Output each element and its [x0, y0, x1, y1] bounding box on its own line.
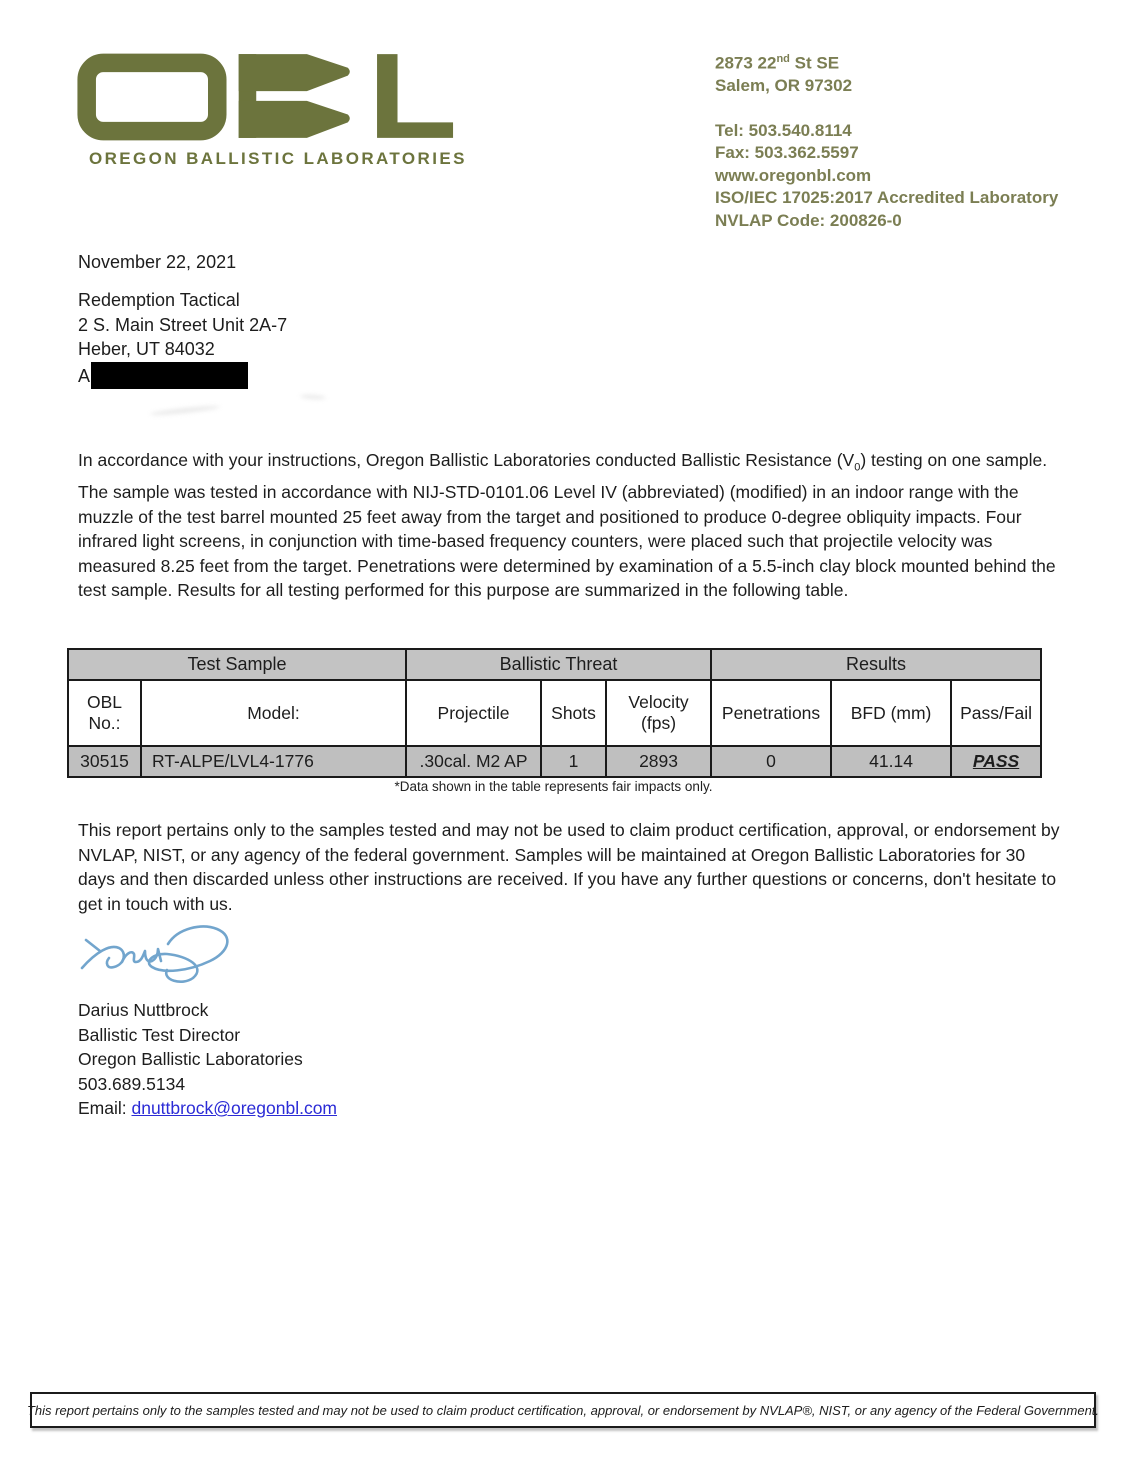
- cell-projectile: .30cal. M2 AP: [406, 746, 541, 777]
- signature-block: [78, 998, 337, 1121]
- col-header-velocity: Velocity (fps): [606, 680, 711, 746]
- cell-obl-no: 30515: [68, 746, 141, 777]
- signer-company: Oregon Ballistic Laboratories: [78, 1049, 303, 1069]
- footer-disclaimer-text: This report pertains only to the samples tested and may not be used to claim product certification, approval, or endorsement by NVLAP®, NIST, or any agency of the Federal Government.: [26, 1402, 1100, 1418]
- lab-fax: Fax: 503.362.5597: [715, 143, 859, 163]
- col-header-penetrations: Penetrations: [711, 680, 831, 746]
- lab-website: www.oregonbl.com: [715, 165, 872, 185]
- email-link[interactable]: dnuttbrock@oregonbl.com: [131, 1098, 337, 1118]
- table-footnote: *Data shown in the table represents fair impacts only.: [394, 779, 713, 794]
- logo-wordmark: OREGON BALLISTIC LABORATORIES: [89, 149, 467, 168]
- signer-email-line: Email: dnuttbrock@oregonbl.com: [78, 1098, 337, 1118]
- signer-name: Darius Nuttbrock: [78, 1000, 209, 1020]
- col-header-projectile: Projectile: [406, 680, 541, 746]
- paragraph-3: This report pertains only to the samples tested and may not be used to claim product certification, approval, or endorsement by NVLAP, NIST, or any agency of the federal government. Samples will be maintained at Oregon Ballistic Laboratories for 30 days and then discarded unless other instructions are received. If you have any further questions or concerns, don't hesitate to get in touch with us.: [78, 820, 1060, 914]
- lab-address-line1: 2873 22nd St SE: [715, 53, 840, 73]
- letter-date: November 22, 2021: [78, 252, 237, 272]
- lab-contact-block: [715, 48, 1095, 232]
- obl-logo: [75, 52, 465, 169]
- recipient-redacted-line: A: [78, 362, 287, 389]
- intro-paragraphs: [78, 448, 1063, 603]
- lab-nvlap-code: NVLAP Code: 200826-0: [715, 210, 902, 230]
- group-header-test-sample: Test Sample: [68, 649, 406, 680]
- col-header-model: Model:: [141, 680, 406, 746]
- cell-pass-fail: [951, 746, 1041, 777]
- lab-accreditation: ISO/IEC 17025:2017 Accredited Laboratory: [715, 188, 1059, 208]
- scan-artifact: [150, 404, 220, 416]
- signer-phone: 503.689.5134: [78, 1073, 186, 1094]
- cell-penetrations: 0: [711, 746, 831, 777]
- signer-title: Ballistic Test Director: [78, 1024, 241, 1045]
- signature-handwriting: [76, 918, 248, 996]
- recipient-address1: 2 S. Main Street Unit 2A-7: [78, 314, 288, 335]
- cell-bfd: 41.14: [831, 746, 951, 777]
- col-header-bfd: BFD (mm): [831, 680, 951, 746]
- results-table: [67, 648, 1042, 778]
- cell-model: RT-ALPE/LVL4-1776: [141, 746, 406, 777]
- paragraph-1: In accordance with your instructions, Oregon Ballistic Laboratories conducted Ballistic Resistance $(V_0)$ testing on one sample.: [78, 450, 1048, 474]
- scan-artifact: [300, 394, 326, 400]
- recipient-address2: Heber, UT 84032: [78, 339, 215, 359]
- col-header-obl-no: OBL No.:: [68, 680, 141, 746]
- recipient-name: Redemption Tactical: [78, 290, 240, 310]
- redaction-bar: [91, 362, 248, 389]
- col-header-shots: Shots: [541, 680, 606, 746]
- lab-address-line2: Salem, OR 97302: [715, 76, 853, 96]
- table-group-header-row: [68, 649, 1041, 680]
- footer-disclaimer-box: [26, 1392, 1100, 1428]
- group-header-results: Results: [711, 649, 1041, 680]
- table-column-header-row: [68, 680, 1041, 746]
- lab-tel: Tel: 503.540.8114: [715, 120, 852, 140]
- table-row: [68, 746, 1041, 777]
- obl-logo-icon: [75, 52, 455, 142]
- group-header-ballistic-threat: Ballistic Threat: [406, 649, 711, 680]
- col-header-pass-fail: Pass/Fail: [951, 680, 1041, 746]
- cell-shots: 1: [541, 746, 606, 777]
- pass-status: PASS: [972, 751, 1020, 771]
- paragraph-2: The sample was tested in accordance with NIJ-STD-0101.06 Level IV (abbreviated) (modified) in an indoor range with the muzzle of the test barrel mounted 25 feet away from the target and positioned to produce 0-degree obliquity impacts. Four infrared light screens, in conjunction with time-based frequency counters, were placed such that projectile velocity was measured 8.25 feet from the target. Penetrations were determined by examination of a 5.5-inch clay block mounted behind the test sample. Results for all testing performed for this purpose are summarized in the following table.: [78, 482, 1056, 600]
- closing-paragraph-block: [78, 818, 1063, 916]
- cell-velocity: 2893: [606, 746, 711, 777]
- recipient-block: [78, 288, 287, 389]
